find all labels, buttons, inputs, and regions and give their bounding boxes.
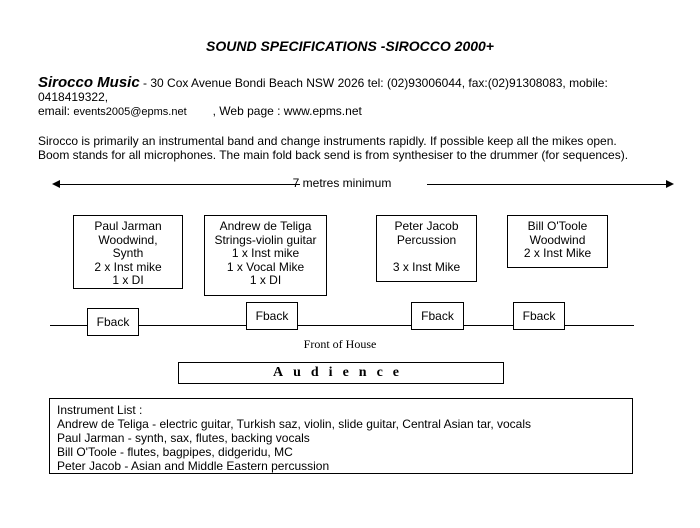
musician-line: Woodwind,: [98, 232, 158, 247]
contact-block: [38, 76, 658, 119]
foldback-wedge-2: Fback: [246, 302, 298, 330]
instrument-list-box: [49, 398, 633, 474]
instrument-list-heading: Instrument List :: [57, 403, 143, 417]
musician-line: 2 x Inst Mike: [523, 246, 592, 260]
instrument-list-item: Bill O'Toole - flutes, bagpipes, didgeridu, MC: [57, 445, 293, 459]
musician-line: Peter Jacob: [394, 219, 459, 233]
musician-box-peter-jacob: [376, 215, 477, 282]
email-link[interactable]: events2005@epms.net: [73, 106, 187, 118]
musician-line: Synth: [112, 246, 144, 260]
mobile-number: 0418419322,: [38, 90, 109, 104]
instrument-list-item: Andrew de Teliga - electric guitar, Turkish saz, violin, slide guitar, Central Asian tar, vocals: [57, 417, 532, 431]
musician-line: 1 x Vocal Mike: [226, 259, 305, 274]
intro-text: [38, 134, 678, 162]
instrument-list-item: Paul Jarman - synth, sax, flutes, backing vocals: [57, 431, 310, 445]
contact-line-3: [38, 104, 658, 119]
instrument-list-item: Peter Jacob - Asian and Middle Eastern percussion: [57, 459, 330, 473]
musician-line: 1 x DI: [249, 273, 282, 287]
musician-line: Andrew de Teliga: [219, 219, 312, 233]
musician-line-blank: [377, 247, 476, 261]
musician-line: Percussion: [396, 232, 457, 247]
musician-line: Strings-violin guitar: [214, 232, 317, 247]
band-name: Sirocco Music: [38, 74, 140, 91]
web-page-text: , Web page : www.epms.net: [212, 104, 362, 118]
musician-line: 3 x Inst Mike: [392, 259, 461, 274]
intro-line: Sirocco is primarily an instrumental band and change instruments rapidly. If possible keep all the mikes open.: [38, 134, 617, 148]
intro-line: Boom stands for all microphones. The main fold back send is from synthesiser to the drummer (for sequences).: [38, 148, 629, 162]
arrow-right-icon: [666, 180, 674, 188]
audience-box: Audience: [178, 362, 504, 384]
foldback-wedge-1: Fback: [87, 308, 139, 336]
musician-line: Paul Jarman: [94, 219, 162, 233]
foldback-wedge-4: Fback: [513, 302, 565, 330]
stage-width-label: 7 metres minimum: [292, 176, 392, 190]
musician-box-andrew-de-teliga: [204, 215, 327, 296]
dimension-line-right: [427, 184, 670, 185]
musician-box-bill-otoole: [507, 215, 608, 268]
front-of-house-label: Front of House: [303, 337, 377, 351]
musician-line: 1 x Inst mike: [231, 246, 300, 260]
musician-line: Woodwind: [529, 232, 586, 247]
musician-line: Bill O'Toole: [527, 219, 588, 233]
stage-width-dimension: [52, 175, 674, 193]
email-label: email:: [38, 104, 74, 118]
musician-line: 1 x DI: [112, 273, 144, 287]
page-title: SOUND SPECIFICATIONS -SIROCCO 2000+: [206, 38, 494, 54]
musician-line: 2 x Inst mike: [94, 259, 162, 274]
musician-box-paul-jarman: [73, 215, 183, 289]
address-text: - 30 Cox Avenue Bondi Beach NSW 2026 tel: (02)93006044, fax:(02)91308083, mobile:: [139, 76, 608, 90]
contact-line-1: [38, 76, 658, 90]
foldback-wedge-3: Fback: [411, 302, 464, 330]
